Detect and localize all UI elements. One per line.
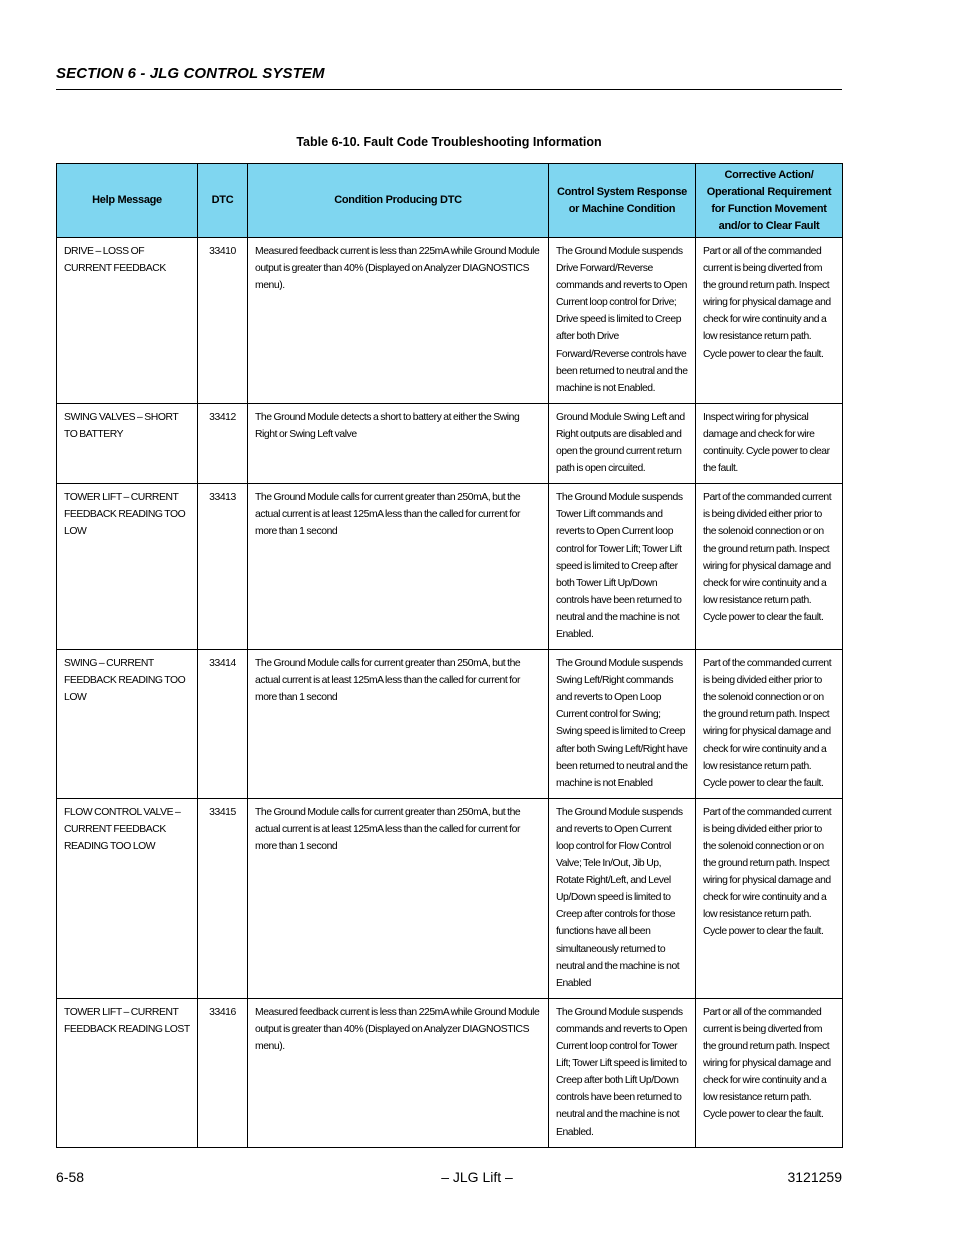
response-cell: The Ground Module suspends commands and reverts to Open Current loop control for Tower Lift; Tower Lift speed is limited to Creep after both Lift Up/Down controls have been returned to neutral and the machine is not Enabled.: [549, 998, 696, 1147]
table-row: [57, 238, 843, 404]
help-message-cell: TOWER LIFT – CURRENT FEEDBACK READING LOST: [57, 998, 198, 1147]
corrective-action-cell: Inspect wiring for physical damage and check for wire continuity. Cycle power to clear the fault.: [696, 403, 843, 483]
fault-code-table: [56, 163, 843, 1148]
corrective-action-cell: Part of the commanded current is being divided either prior to the solenoid connection or on the ground return path. Inspect wiring for physical damage and check for wire continuity and a low resistance return path. Cycle power to clear the fault.: [696, 798, 843, 998]
condition-cell: The Ground Module calls for current greater than 250mA, but the actual current is at least 125mA less than the called for current for more than 1 second: [248, 650, 549, 799]
condition-cell: The Ground Module calls for current greater than 250mA, but the actual current is at least 125mA less than the called for current for more than 1 second: [248, 798, 549, 998]
table-row: [57, 798, 843, 998]
table-row: [57, 998, 843, 1147]
condition-cell: Measured feedback current is less than 225mA while Ground Module output is greater than 40% (Displayed on Analyzer DIAGNOSTICS menu).: [248, 998, 549, 1147]
page-number: 6-58: [56, 1169, 85, 1185]
response-cell: The Ground Module suspends Drive Forward/Reverse commands and reverts to Open Current loop control for Drive; Drive speed is limited to Creep after both Drive Forward/Reverse controls have been returned to neutral and the machine is not Enabled.: [549, 238, 696, 404]
column-header-condition: Condition Producing DTC: [248, 164, 549, 238]
document-number: 3121259: [787, 1169, 842, 1185]
help-message-cell: DRIVE – LOSS OF CURRENT FEEDBACK: [57, 238, 198, 404]
condition-cell: The Ground Module detects a short to battery at either the Swing Right or Swing Left valve: [248, 403, 549, 483]
response-cell: The Ground Module suspends and reverts to Open Current loop control for Flow Control Valve; Tele In/Out, Jib Up, Rotate Right/Left, and Level Up/Down speed is limited to Creep after controls for those functions have all been simultaneously returned to neutral and the machine is not Enabled: [549, 798, 696, 998]
help-message-cell: FLOW CONTROL VALVE – CURRENT FEEDBACK READING TOO LOW: [57, 798, 198, 998]
response-cell: Ground Module Swing Left and Right outputs are disabled and open the ground current return path is open circuited.: [549, 403, 696, 483]
dtc-cell: 33416: [198, 998, 248, 1147]
footer-center-text: – JLG Lift –: [441, 1169, 513, 1185]
condition-cell: The Ground Module calls for current greater than 250mA, but the actual current is at least 125mA less than the called for current for more than 1 second: [248, 484, 549, 650]
column-header-corrective-action: Corrective Action/ Operational Requirement for Function Movement and/or to Clear Fault: [696, 164, 843, 238]
section-title: SECTION 6 - JLG CONTROL SYSTEM: [56, 65, 325, 82]
column-header-dtc: DTC: [198, 164, 248, 238]
dtc-cell: 33410: [198, 238, 248, 404]
dtc-cell: 33414: [198, 650, 248, 799]
condition-cell: Measured feedback current is less than 225mA while Ground Module output is greater than 40% (Displayed on Analyzer DIAGNOSTICS menu).: [248, 238, 549, 404]
table-row: [57, 403, 843, 483]
column-header-response: Control System Response or Machine Condition: [549, 164, 696, 238]
dtc-cell: 33415: [198, 798, 248, 998]
column-header-help-message: Help Message: [57, 164, 198, 238]
help-message-cell: SWING – CURRENT FEEDBACK READING TOO LOW: [57, 650, 198, 799]
table-row: [57, 484, 843, 650]
corrective-action-cell: Part of the commanded current is being divided either prior to the solenoid connection or on the ground return path. Inspect wiring for physical damage and check for wire continuity and a low resistance return path. Cycle power to clear the fault.: [696, 650, 843, 799]
help-message-cell: TOWER LIFT – CURRENT FEEDBACK READING TOO LOW: [57, 484, 198, 650]
corrective-action-cell: Part or all of the commanded current is being diverted from the ground return path. Inspect wiring for physical damage and check for wire continuity and a low resistance return path. Cycle power to clear the fault.: [696, 238, 843, 404]
corrective-action-cell: Part of the commanded current is being divided either prior to the solenoid connection or on the ground return path. Inspect wiring for physical damage and check for wire continuity and a low resistance return path. Cycle power to clear the fault.: [696, 484, 843, 650]
table-header-row: [57, 164, 843, 238]
dtc-cell: 33412: [198, 403, 248, 483]
dtc-cell: 33413: [198, 484, 248, 650]
corrective-action-cell: Part or all of the commanded current is being diverted from the ground return path. Inspect wiring for physical damage and check for wire continuity and a low resistance return path. Cycle power to clear the fault.: [696, 998, 843, 1147]
response-cell: The Ground Module suspends Tower Lift commands and reverts to Open Current loop control for Tower Lift; Tower Lift speed is limited to Creep after both Tower Lift Up/Down controls have been returned to neutral and the machine is not Enabled.: [549, 484, 696, 650]
table-row: [57, 650, 843, 799]
section-header: [56, 64, 842, 90]
response-cell: The Ground Module suspends Swing Left/Right commands and reverts to Open Loop Current control for Swing; Swing speed is limited to Creep after both Swing Left/Right have been returned to neutral and the machine is not Enabled: [549, 650, 696, 799]
help-message-cell: SWING VALVES – SHORT TO BATTERY: [57, 403, 198, 483]
table-caption: Table 6-10. Fault Code Troubleshooting Information: [296, 135, 602, 149]
